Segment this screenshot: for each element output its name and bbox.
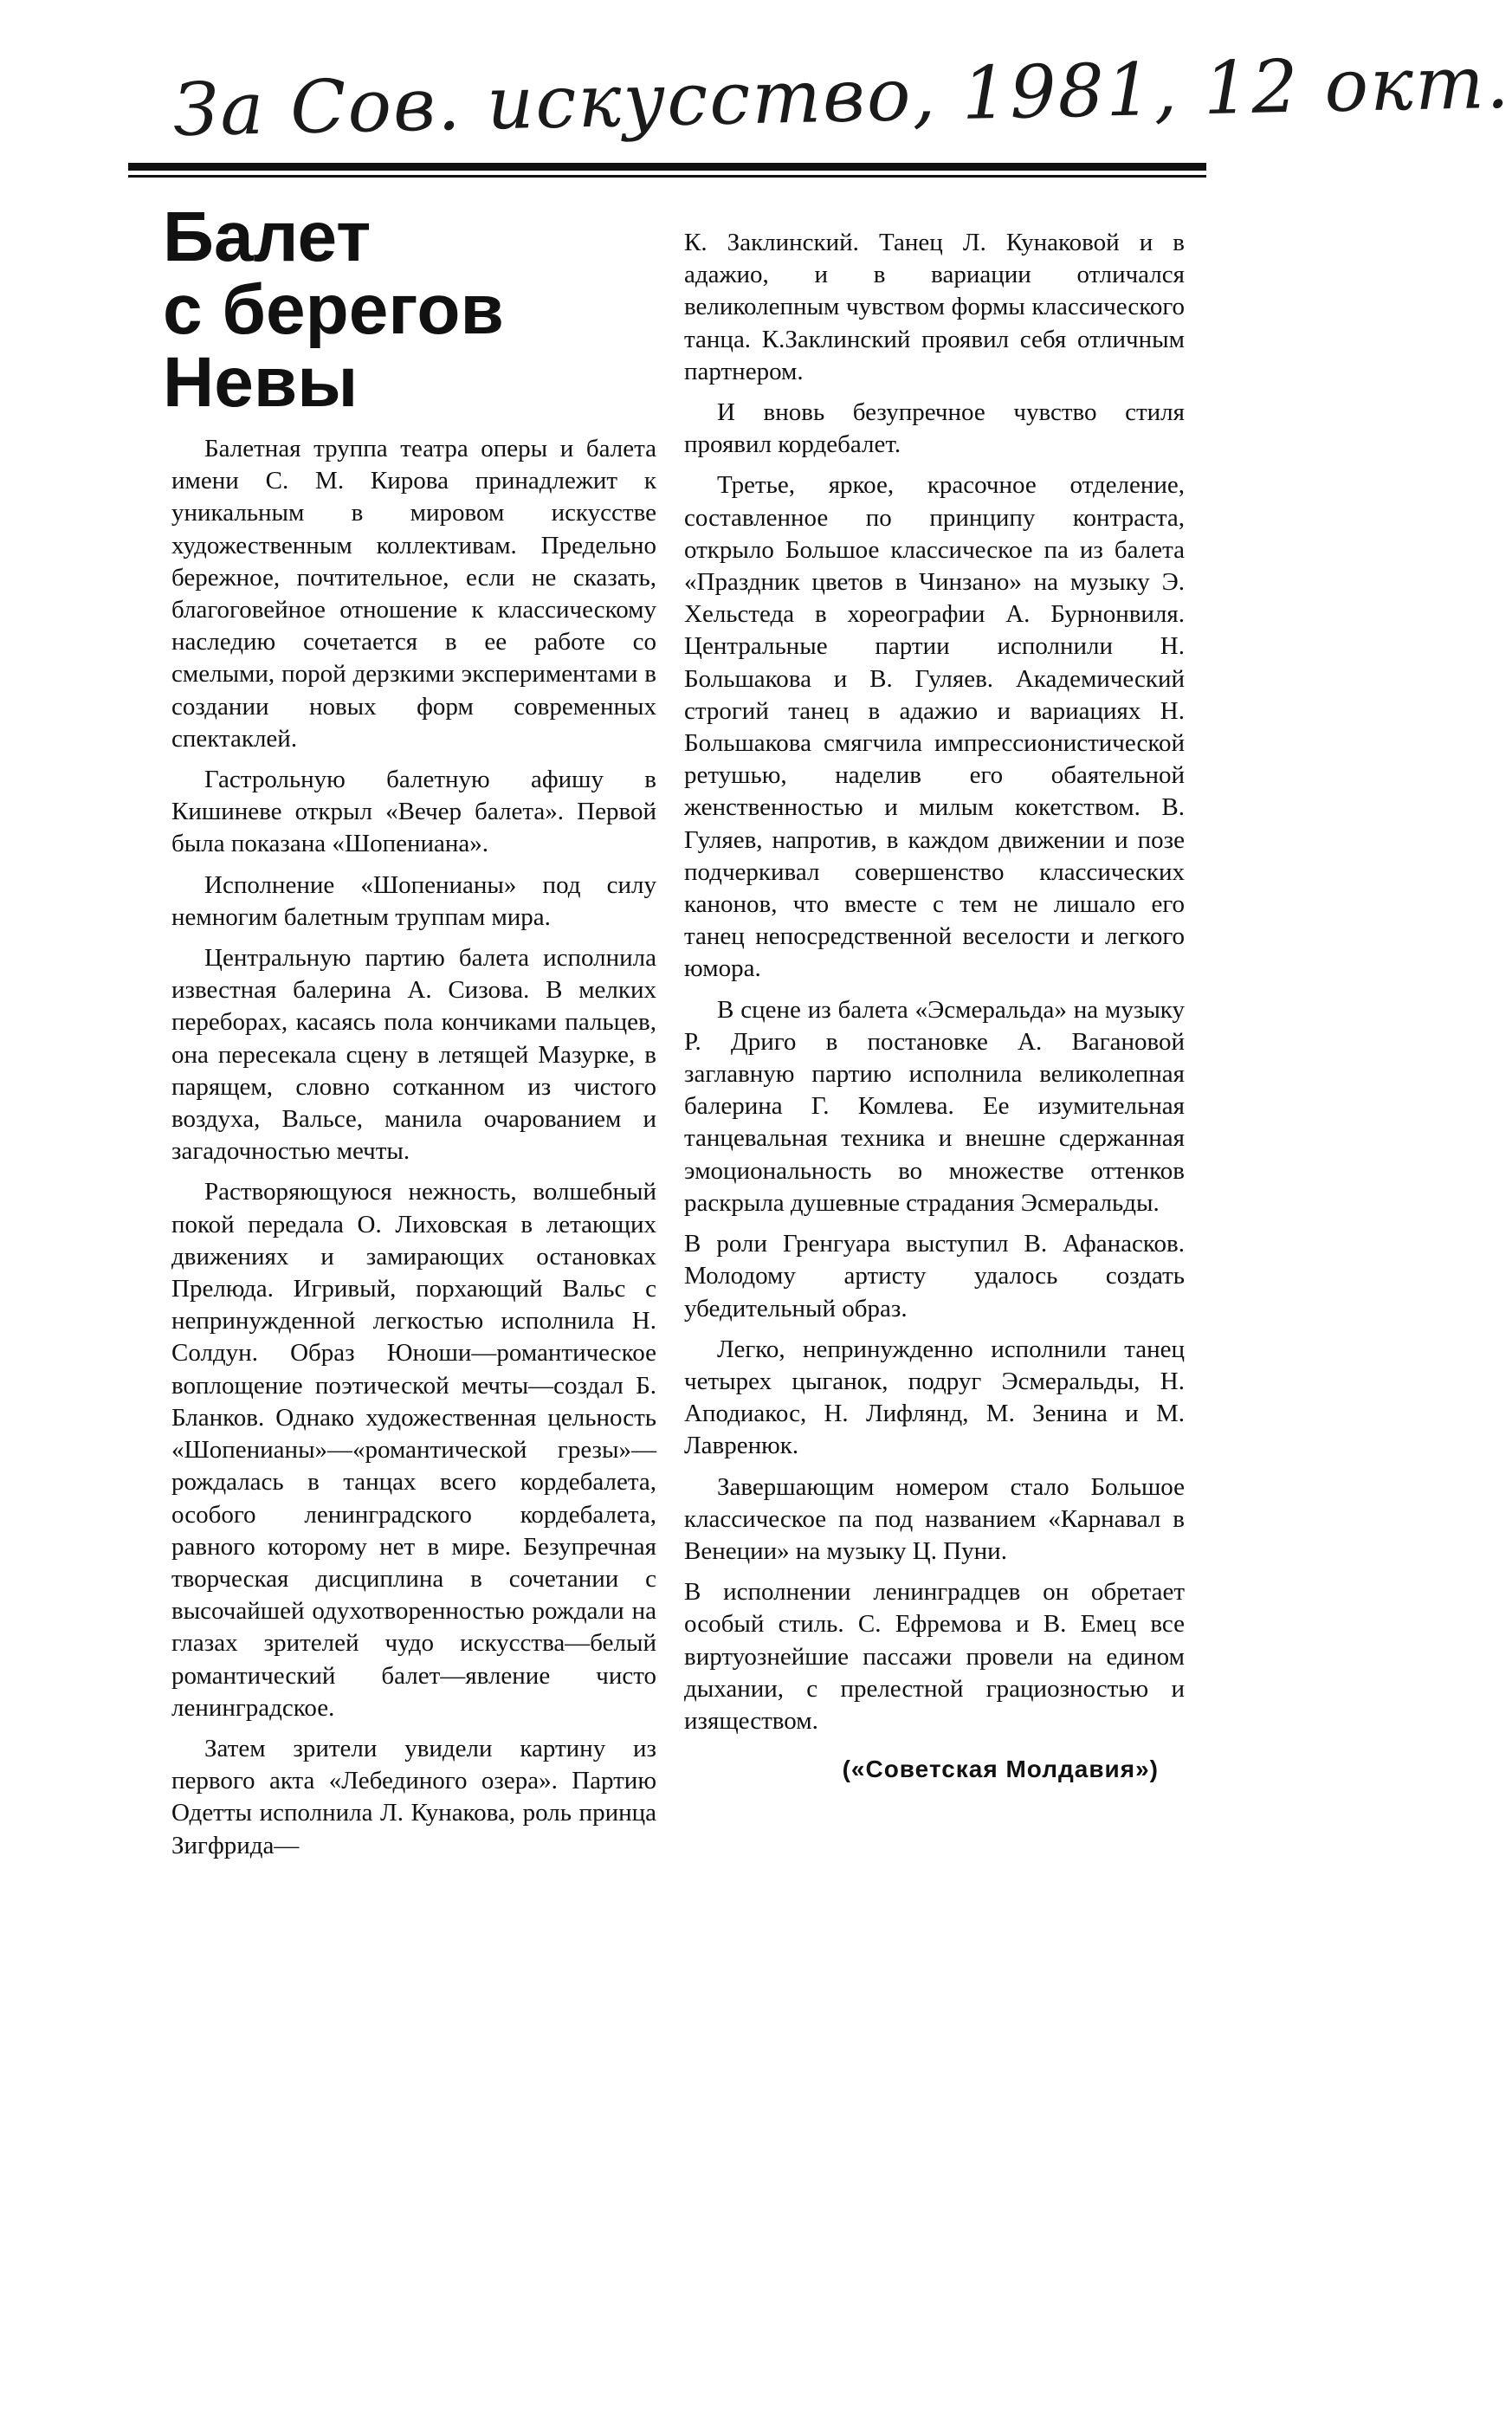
paragraph: В сцене из балета «Эсмеральда» на музыку Р. Дриго в постановке А. Вагановой заглавную партию исполнила великолепная балерина Г. Комлева. Ее изумительная танцевальная техника и внешне сдержанная эмоциональность во множестве оттенков раскрыла душевные страдания Эсмеральды. bbox=[684, 995, 1185, 1217]
paragraph: Балетная труппа театра оперы и балета имени С. М. Кирова принадлежит к уникальным в мировом искусстве художественным коллективам. Предельно бережное, почтительное, если не сказать, благоговейное отношение к классическому наследию сочетается в ее работе со смелыми, порой дерзкими экспериментами в создании новых форм современных спектаклей. bbox=[171, 435, 656, 753]
paragraph: Растворяющуюся нежность, волшебный покой передала О. Лиховская в летающих движениях и замирающих остановках Прелюда. Игривый, порхающий Вальс с непринужденной легкостью исполнила Н. Солдун. Образ Юноши—романтическое воплощение поэтической мечты—создал Б. Бланков. Однако художественная цельность «Шопенианы»—«романтической грезы»—рождалась в танцах всего кордебалета, особого ленинградского кордебалета, равного которому нет в мире. Безупречная творческая дисциплина в сочетании с высочайшей одухотворенностью рождали на глазах зрителей чудо искусства—белый романтический балет—явление чисто ленинградское. bbox=[171, 1178, 656, 1722]
paragraph: И вновь безупречное чувство стиля проявил кордебалет. bbox=[684, 398, 1185, 459]
header-rule-thick bbox=[128, 163, 1206, 171]
article-headline bbox=[163, 197, 648, 422]
paragraph-continuation: К. Заклинский. Танец Л. Кунаковой и в адажио, и в вариации отличался великолепным чувством формы классического танца. К.Заклинский проявил себя отличным партнером. bbox=[684, 229, 1185, 385]
paragraph: Гастрольную балетную афишу в Кишиневе открыл «Вечер балета». Первой была показана «Шопениана». bbox=[171, 766, 656, 858]
right-column bbox=[684, 227, 1185, 1785]
left-column bbox=[171, 433, 656, 1871]
headline-line: Балет bbox=[163, 197, 372, 276]
headline-line: Невы bbox=[163, 343, 359, 422]
paragraph: В исполнении ленинградцев он обретает особый стиль. С. Ефремова и В. Емец все виртуознейшие пассажи провели на едином дыхании, с прелестной грациозностью и изяществом. bbox=[684, 1578, 1185, 1735]
paragraph: Третье, яркое, красочное отделение, составленное по принципу контраста, открыло Большое классическое па из балета «Праздник цветов в Чинзано» на музыку Э. Хельстеда в хореографии А. Бурнонвиля. Центральные партии исполнили Н. Большакова и В. Гуляев. Академический строгий танец в адажио и вариациях Н. Большакова смягчила импрессионистической ретушью, наделив его обаятельной женственностью и милым кокетством. В. Гуляев, напротив, в каждом движении и позе подчеркивал совершенство классических канонов, что вместе с тем не лишало его танец непосредственной веселости и легкого юмора. bbox=[684, 471, 1185, 983]
paragraph: Центральную партию балета исполнила известная балерина А. Сизова. В мелких переборах, касаясь пола кончиками пальцев, она пересекала сцену в летящей Мазурке, в парящем, словно сотканном из чистого воздуха, Вальсе, манила очарованием и загадочностью мечты. bbox=[171, 944, 656, 1166]
paragraph: Завершающим номером стало Большое классическое па под названием «Карнавал в Венеции» на музыку Ц. Пуни. bbox=[684, 1472, 1185, 1565]
paragraph: Затем зрители увидели картину из первого акта «Лебединого озера». Партию Одетты исполнила Л. Кунакова, роль принца Зигфрида— bbox=[171, 1734, 656, 1859]
paragraph: В роли Гренгуара выступил В. Афанасков. Молодому артисту удалось создать убедительный образ. bbox=[684, 1230, 1185, 1322]
header-rule-thin bbox=[128, 175, 1206, 178]
paragraph: Легко, непринужденно исполнили танец четырех цыганок, подруг Эсмеральды, Н. Аподиакос, Н. Лифлянд, М. Зенина и М. Лавренюк. bbox=[684, 1335, 1185, 1460]
source-credit: («Советская Молдавия») bbox=[842, 1756, 1159, 1783]
paragraph: Исполнение «Шопенианы» под силу немногим балетным труппам мира. bbox=[171, 870, 656, 931]
handwritten-note: За Сов. искусство, 1981, 12 окт. bbox=[171, 39, 1512, 152]
headline-line: с берегов bbox=[163, 270, 504, 349]
